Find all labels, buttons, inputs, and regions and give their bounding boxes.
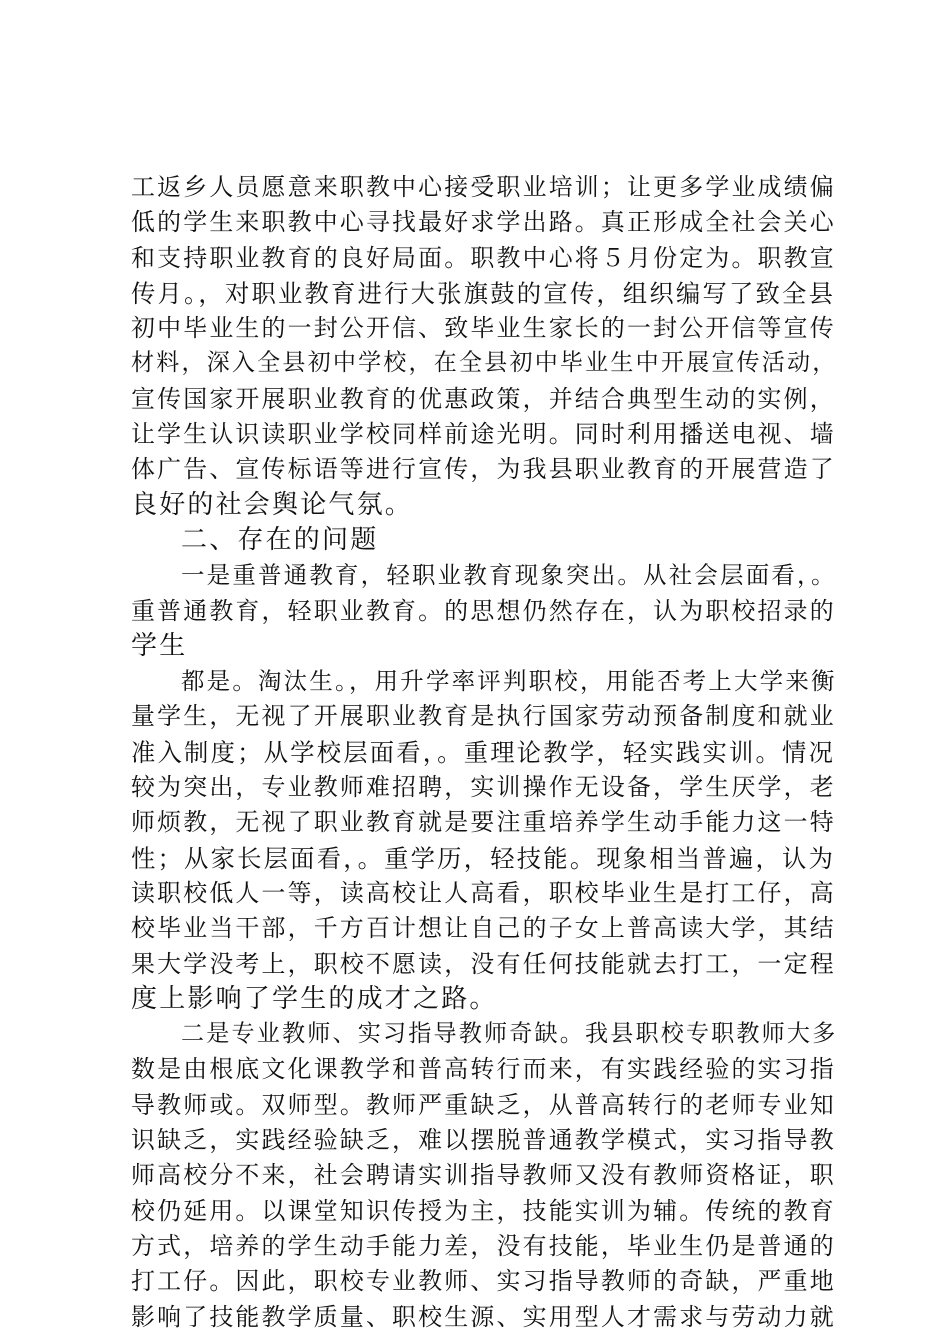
text-line: 和支持职业教育的良好局面。职教中心将５月份定为。职教宣 <box>131 243 836 272</box>
text-line: 重普通教育，轻职业教育。的思想仍然存在，认为职校招录的 <box>131 596 836 625</box>
text-line: 识缺乏，实践经验缺乏，难以摆脱普通教学模式，实习指导教 <box>131 1126 836 1155</box>
text-line: 影响了技能教学质量、职校生源、实用型人才需求与劳动力就 <box>131 1302 836 1331</box>
text-line: 初中毕业生的一封公开信、致毕业生家长的一封公开信等宣传 <box>131 314 836 343</box>
text-line: 材料，深入全县初中学校，在全县初中毕业生中开展宣传活动， <box>131 350 838 377</box>
section-heading: 二、存在的问题 <box>181 524 379 555</box>
text-line: 二是专业教师、实习指导教师奇缺。我县职校专职教师大多 <box>181 1021 838 1048</box>
text-line: 一是重普通教育，轻职业教育现象突出。从社会层面看，。 <box>181 561 837 590</box>
text-line: 校仍延用。以课堂知识传授为主，技能实训为辅。传统的教育 <box>131 1196 836 1225</box>
text-line: 低的学生来职教中心寻找最好求学出路。真正形成全社会关心 <box>131 208 836 237</box>
text-line: 打工仔。因此，职校专业教师、实习指导教师的奇缺，严重地 <box>131 1267 836 1296</box>
text-line: 都是。淘汰生。，用升学率评判职校，用能否考上大学来衡 <box>181 667 837 696</box>
text-line: 量学生，无视了开展职业教育是执行国家劳动预备制度和就业 <box>131 702 836 731</box>
text-line: 校毕业当干部，千方百计想让自己的子女上普高读大学，其结 <box>131 914 836 943</box>
text-line: 师高校分不来，社会聘请实训指导教师又没有教师资格证，职 <box>131 1161 836 1190</box>
text-line: 体广告、宣传标语等进行宣传，为我县职业教育的开展营造了 <box>131 455 836 484</box>
text-line: 性；从家长层面看，。重学历，轻技能。现象相当普遍，认为 <box>131 843 836 873</box>
text-line: 较为突出，专业教师难招聘，实训操作无设备，学生厌学，老 <box>131 773 836 802</box>
text-line: 导教师或。双师型。教师严重缺乏，从普高转行的老师专业知 <box>131 1090 836 1119</box>
text-line: 学生 <box>131 630 188 661</box>
text-line: 良好的社会舆论气氛。 <box>131 489 414 520</box>
text-line: 传月。，对职业教育进行大张旗鼓的宣传，组织编写了致全县 <box>131 278 836 308</box>
text-line: 度上影响了学生的成才之路。 <box>131 983 498 1014</box>
text-line: 数是由根底文化课教学和普高转行而来，有实践经验的实习指 <box>131 1055 836 1084</box>
text-line: 工返乡人员愿意来职教中心接受职业培训；让更多学业成绩偏 <box>131 173 836 201</box>
text-line: 果大学没考上，职校不愿读，没有任何技能就去打工，一定程 <box>131 949 836 978</box>
text-line: 读职校低人一等，读高校让人高看，职校毕业生是打工仔，高 <box>131 878 836 907</box>
text-line: 准入制度；从学校层面看，。重理论教学，轻实践实训。情况 <box>131 737 836 767</box>
text-line: 让学生认识读职业学校同样前途光明。同时利用播送电视、墙 <box>131 420 836 449</box>
text-line: 师烦教，无视了职业教育就是要注重培养学生动手能力这一特 <box>131 808 836 837</box>
body-text <box>131 170 838 1335</box>
text-line: 宣传国家开展职业教育的优惠政策，并结合典型生动的实例， <box>131 384 836 413</box>
text-line: 方式，培养的学生动手能力差，没有技能，毕业生仍是普通的 <box>131 1231 836 1260</box>
